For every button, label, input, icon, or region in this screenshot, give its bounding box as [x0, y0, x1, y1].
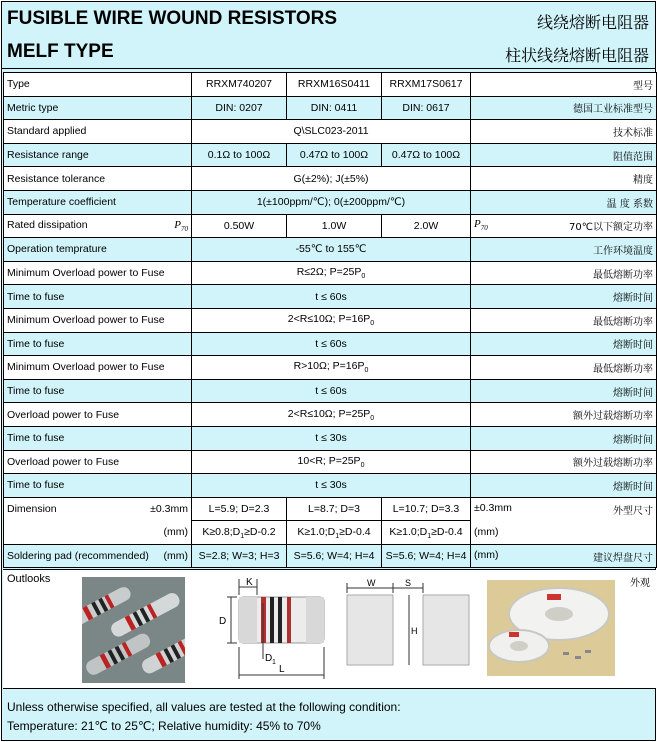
- row-label-cn: 额外过载熔断功率: [471, 403, 657, 427]
- row-label-cn: 阻值范围: [471, 143, 657, 167]
- solder-unit: (mm): [163, 550, 188, 563]
- cell-split: [471, 214, 657, 238]
- cell: 0.50W: [192, 214, 287, 238]
- cell: t ≤ 60s: [192, 332, 471, 356]
- cell: [192, 308, 471, 332]
- header-row-2: [2, 35, 655, 69]
- soldering-pad-diagram: [343, 575, 478, 675]
- row-label-cn: 熔断时间: [471, 285, 657, 309]
- outlooks-label: Outlooks: [7, 573, 51, 585]
- row-label-cn: 额外过载熔断功率: [471, 450, 657, 474]
- cell: S=5.6; W=4; H=4: [287, 544, 382, 568]
- diagram-label-d1-sub: 1: [272, 659, 276, 666]
- cell: [192, 356, 471, 380]
- cell-text: 10<R; P=25P: [297, 454, 361, 467]
- cell: 0.47Ω to 100Ω: [287, 143, 382, 167]
- row-label: Overload power to Fuse: [4, 450, 192, 474]
- diagram-label-d1: D: [265, 653, 273, 664]
- row-label-cn: 建议焊盘尺寸: [593, 552, 653, 564]
- resistor-photo: [82, 577, 185, 683]
- p70-symbol: [474, 218, 488, 233]
- dimension-tolerance: ±0.3mm: [150, 503, 188, 516]
- cell: 1(±100ppm/℃); 0(±200ppm/℃): [192, 190, 471, 214]
- table-row: [4, 167, 657, 191]
- table-row: [4, 238, 657, 262]
- cell-text: 2<R≤10Ω; P=25P: [287, 407, 371, 420]
- row-label-cn: 温 度 系数: [471, 190, 657, 214]
- reel-photo-art: [487, 580, 615, 676]
- cell-sub: 0: [360, 461, 365, 469]
- p-sub: 70: [480, 224, 488, 233]
- cell: DIN: 0617: [382, 96, 471, 120]
- row-label: Overload power to Fuse: [4, 403, 192, 427]
- cell: RRXM740207: [192, 73, 287, 97]
- diagram-label-h: H: [411, 626, 418, 636]
- table-row: [4, 474, 657, 498]
- row-label-cn: 最低熔断功率: [471, 356, 657, 380]
- cell-text: ≥D-0.4: [431, 525, 463, 538]
- table-row: [4, 497, 657, 521]
- row-label: Dimension: [7, 503, 57, 516]
- cell: L=10.7; D=3.3: [382, 497, 471, 521]
- row-label-cn: 熔断时间: [471, 332, 657, 356]
- row-label: Time to fuse: [4, 332, 192, 356]
- table-row: [4, 521, 657, 545]
- row-label-split: [4, 544, 192, 568]
- cell-sub: 1: [335, 532, 340, 540]
- test-condition-note: [3, 691, 656, 741]
- diagram-label-l: L: [279, 664, 285, 675]
- table-row: [4, 143, 657, 167]
- row-label-cn: 工作环境温度: [471, 238, 657, 262]
- row-label-cn: 熔断时间: [471, 379, 657, 403]
- cell: t ≤ 30s: [192, 474, 471, 498]
- title-en-2: MELF TYPE: [7, 41, 114, 62]
- resistor-dimension-diagram: [199, 575, 329, 687]
- row-label: Time to fuse: [4, 474, 192, 498]
- p-letter: P: [474, 218, 481, 231]
- cell: L=5.9; D=2.3: [192, 497, 287, 521]
- row-label: Soldering pad (recommended): [7, 550, 149, 563]
- cell-text: K≥0.8;D: [202, 525, 241, 538]
- header-row-1: [2, 2, 655, 35]
- cell-sub: 0: [361, 273, 366, 281]
- cell: [192, 403, 471, 427]
- title-cn-2: 柱状线绕熔断电阻器: [504, 46, 649, 65]
- row-label: Minimum Overload power to Fuse: [4, 308, 192, 332]
- cell-sub: 0: [364, 367, 369, 375]
- row-label: Type: [4, 73, 192, 97]
- table-row: [4, 308, 657, 332]
- reel-photo: [487, 580, 615, 676]
- row-label: Minimum Overload power to Fuse: [4, 356, 192, 380]
- outlooks-label-cn: 外观: [630, 578, 650, 589]
- cell: 1.0W: [287, 214, 382, 238]
- row-label: Metric type: [4, 96, 192, 120]
- row-label-cn: 熔断时间: [471, 474, 657, 498]
- cell-text: R>10Ω; P=16P: [293, 360, 365, 373]
- dimension-tail: ±0.3mm: [474, 501, 512, 514]
- cell-text: R≤2Ω; P=25P: [296, 266, 362, 278]
- row-label: Resistance tolerance: [4, 167, 192, 191]
- diagram-label-k: K: [246, 577, 253, 588]
- table-row: [4, 261, 657, 285]
- cell: t ≤ 60s: [192, 285, 471, 309]
- diagram-label-d: D: [219, 616, 227, 627]
- title-cn-1: 线绕熔断电阻器: [536, 13, 649, 32]
- table-row: [4, 544, 657, 568]
- row-label-split: [4, 214, 192, 238]
- cell-sub: 0: [370, 414, 375, 422]
- diagram-label-w: W: [367, 578, 376, 588]
- row-label: Temperature coefficient: [4, 190, 192, 214]
- table-row: [4, 356, 657, 380]
- p70-symbol: [174, 219, 188, 233]
- cell: L=8.7; D=3: [287, 497, 382, 521]
- cell-text: 2<R≤10Ω; P=16P: [287, 313, 371, 326]
- row-label-cn: 熔断时间: [471, 426, 657, 450]
- row-label-cn: 外型尺寸: [613, 505, 653, 517]
- note-line-1: Unless otherwise specified, all values are tested at the following condition:: [7, 700, 401, 714]
- table-row: [4, 73, 657, 97]
- cell: 2.0W: [382, 214, 471, 238]
- resistor-photo-art: [82, 577, 185, 683]
- cell-sub: 1: [240, 532, 245, 540]
- row-label-cn: 精度: [471, 167, 657, 191]
- cell: t ≤ 60s: [192, 379, 471, 403]
- cell-sub: 1: [427, 532, 432, 540]
- row-label: Operation temprature: [4, 238, 192, 262]
- dimension-unit: (mm): [4, 521, 192, 545]
- cell: -55℃ to 155℃: [192, 238, 471, 262]
- table-row: [4, 285, 657, 309]
- row-label-cn: 德国工业标准型号: [471, 96, 657, 120]
- row-label: Rated dissipation: [7, 218, 88, 231]
- cell-text: K≥1.0;D: [389, 525, 428, 538]
- cell: [382, 521, 471, 545]
- table-row: [4, 190, 657, 214]
- cell: [192, 450, 471, 474]
- outlooks-section: [3, 569, 656, 689]
- row-label: Time to fuse: [4, 379, 192, 403]
- table-row: [4, 332, 657, 356]
- title-en-1: FUSIBLE WIRE WOUND RESISTORS: [7, 8, 338, 29]
- cell-text: K≥1.0;D: [297, 525, 336, 538]
- cell: 0.1Ω to 100Ω: [192, 143, 287, 167]
- row-label-cn: 最低熔断功率: [471, 308, 657, 332]
- cell: RRXM16S0411: [287, 73, 382, 97]
- row-label: Time to fuse: [4, 285, 192, 309]
- table-row: [4, 426, 657, 450]
- cell-text: ≥D-0.2: [244, 525, 276, 538]
- cell-sub: 0: [370, 320, 375, 328]
- cell-split: [471, 544, 657, 568]
- cell: S=2.8; W=3; H=3: [192, 544, 287, 568]
- row-label-cn: 最低熔断功率: [471, 261, 657, 285]
- row-label-split: [4, 497, 192, 521]
- cell: Q\SLC023-2011: [192, 120, 471, 144]
- row-label: Resistance range: [4, 143, 192, 167]
- table-row: [4, 96, 657, 120]
- cell: t ≤ 30s: [192, 426, 471, 450]
- cell: [192, 521, 287, 545]
- row-label: Time to fuse: [4, 426, 192, 450]
- spec-table: [3, 72, 657, 568]
- row-label-cn: 技术标准: [471, 120, 657, 144]
- cell-split: [471, 497, 657, 521]
- cell: DIN: 0207: [192, 96, 287, 120]
- cell-text: ≥D-0.4: [339, 525, 371, 538]
- cell: [192, 261, 471, 285]
- table-row: [4, 403, 657, 427]
- cell: G(±2%); J(±5%): [192, 167, 471, 191]
- cell: [287, 521, 382, 545]
- p-sub: 70: [181, 224, 188, 233]
- row-label: Standard applied: [4, 120, 192, 144]
- cell: DIN: 0411: [287, 96, 382, 120]
- table-row: [4, 120, 657, 144]
- p-letter: P: [174, 218, 181, 231]
- row-label-cn: 70℃以下额定功率: [569, 222, 653, 234]
- note-line-2: Temperature: 21℃ to 25℃; Relative humidity: 45% to 70%: [7, 719, 321, 733]
- datasheet-frame: [1, 1, 656, 741]
- cell: S=5.6; W=4; H=4: [382, 544, 471, 568]
- diagram-label-s: S: [405, 578, 412, 588]
- solder-tail: (mm): [474, 548, 499, 561]
- table-row: [4, 379, 657, 403]
- cell: RRXM17S0617: [382, 73, 471, 97]
- row-label-cn: 型号: [471, 73, 657, 97]
- table-row: [4, 450, 657, 474]
- cell: 0.47Ω to 100Ω: [382, 143, 471, 167]
- dimension-tail-unit: (mm): [471, 521, 657, 545]
- row-label: Minimum Overload power to Fuse: [4, 261, 192, 285]
- table-row: [4, 214, 657, 238]
